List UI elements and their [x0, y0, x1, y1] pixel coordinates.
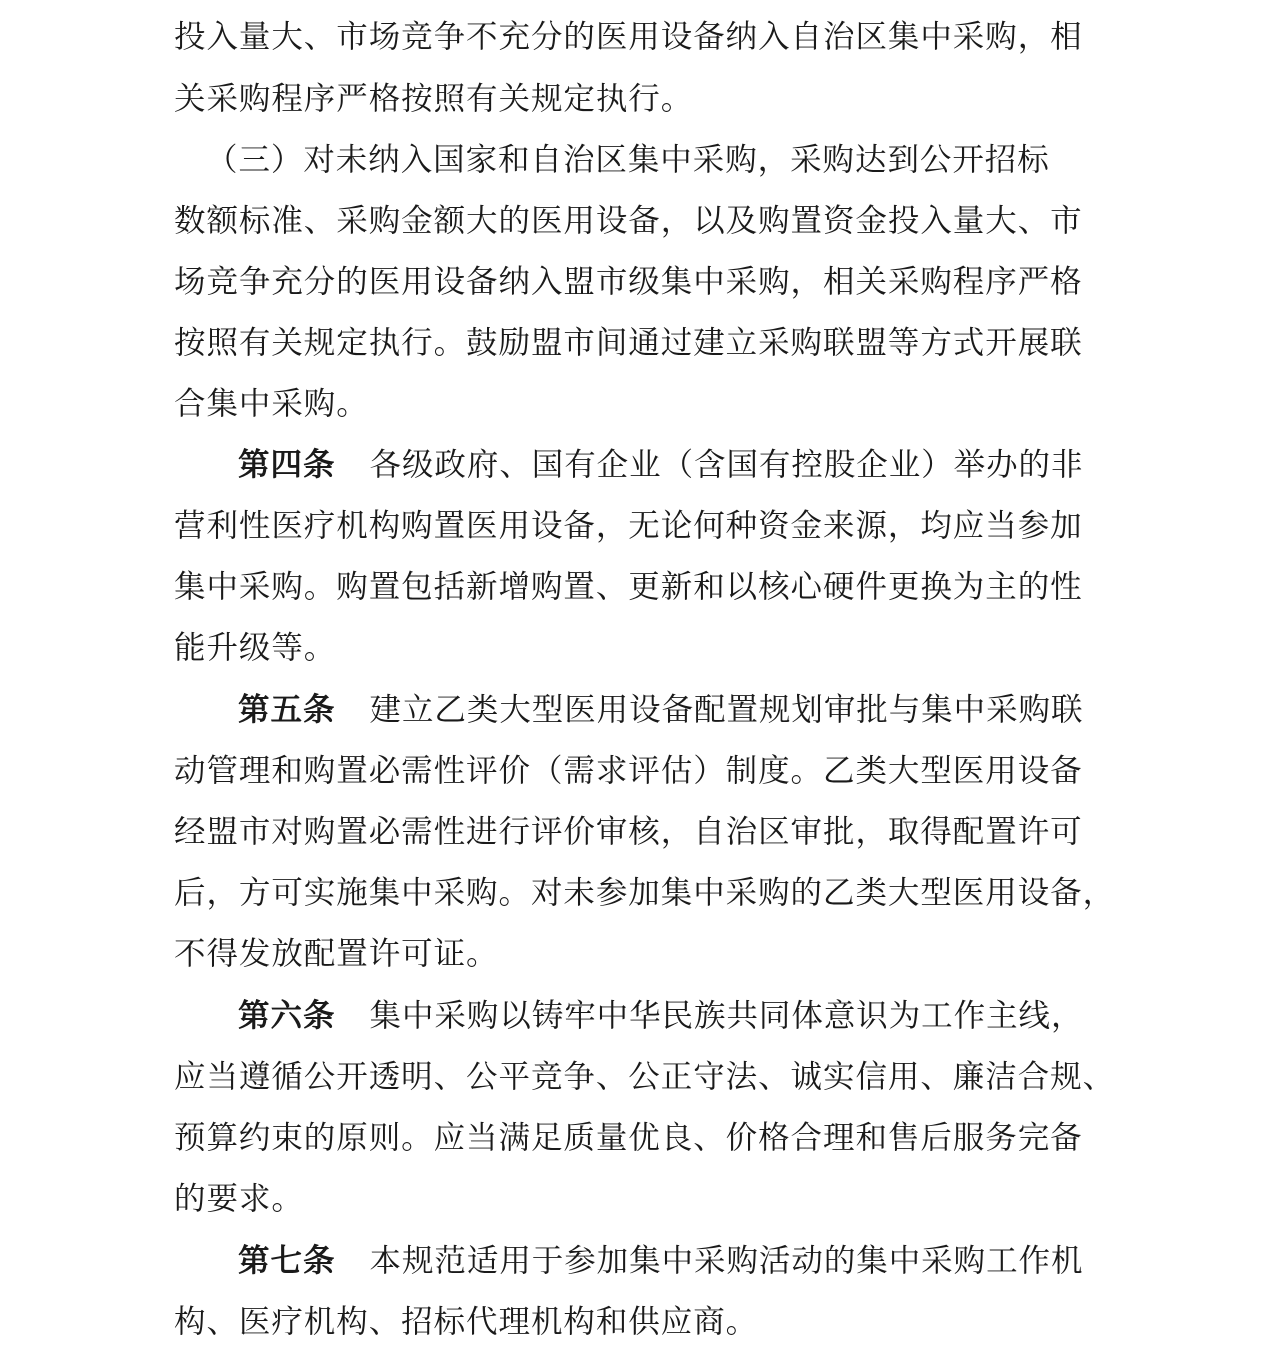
line-text: 预算约束的原则。应当满足质量优良、价格合理和售后服务完备 [174, 1120, 1083, 1156]
paragraph-line [206, 140, 1156, 180]
article-heading: 第六条 [238, 998, 336, 1034]
line-text: 的要求。 [174, 1181, 304, 1217]
article-heading: 第七条 [238, 1243, 336, 1279]
paragraph-line [174, 1118, 1124, 1158]
line-text: 关采购程序严格按照有关规定执行。 [174, 81, 694, 117]
article-heading: 第五条 [238, 692, 336, 728]
line-text: 合集中采购。 [174, 386, 369, 422]
paragraph-line [174, 201, 1124, 241]
line-text: 建立乙类大型医用设备配置规划审批与集中采购联 [369, 692, 1084, 728]
line-text: 集中采购。购置包括新增购置、更新和以核心硬件更换为主的性 [174, 569, 1083, 605]
article-first-line [238, 1241, 1188, 1281]
paragraph-line [174, 1302, 1124, 1342]
paragraph-line [174, 873, 1124, 913]
paragraph-line [174, 812, 1124, 852]
line-text: 后，方可实施集中采购。对未参加集中采购的乙类大型医用设备， [174, 875, 1116, 911]
line-text: 场竞争充分的医用设备纳入盟市级集中采购，相关采购程序严格 [174, 264, 1083, 300]
paragraph-line [174, 323, 1124, 363]
line-text: 各级政府、国有企业（含国有控股企业）举办的非 [369, 447, 1084, 483]
paragraph-line [174, 17, 1124, 57]
line-text: 不得发放配置许可证。 [174, 936, 499, 972]
line-text: 能升级等。 [174, 630, 337, 666]
article-first-line [238, 996, 1188, 1036]
line-text: 按照有关规定执行。鼓励盟市间通过建立采购联盟等方式开展联 [174, 325, 1083, 361]
line-text: 数额标准、采购金额大的医用设备，以及购置资金投入量大、市 [174, 203, 1083, 239]
paragraph-line [174, 384, 1124, 424]
paragraph-line [174, 262, 1124, 302]
line-text: （三）对未纳入国家和自治区集中采购，采购达到公开招标 [206, 142, 1050, 178]
paragraph-line [174, 628, 1124, 668]
article-first-line [238, 445, 1188, 485]
line-text: 构、医疗机构、招标代理机构和供应商。 [174, 1304, 759, 1340]
article-first-line [238, 690, 1188, 730]
paragraph-line [174, 79, 1124, 119]
line-text: 营利性医疗机构购置医用设备，无论何种资金来源，均应当参加 [174, 508, 1083, 544]
line-text: 投入量大、市场竞争不充分的医用设备纳入自治区集中采购，相 [174, 19, 1083, 55]
paragraph-line [174, 1057, 1124, 1097]
line-text: 动管理和购置必需性评价（需求评估）制度。乙类大型医用设备 [174, 753, 1083, 789]
paragraph-line [174, 934, 1124, 974]
line-text: 本规范适用于参加集中采购活动的集中采购工作机 [369, 1243, 1084, 1279]
article-heading: 第四条 [238, 447, 336, 483]
paragraph-line [174, 567, 1124, 607]
line-text: 经盟市对购置必需性进行评价审核，自治区审批，取得配置许可 [174, 814, 1083, 850]
paragraph-line [174, 506, 1124, 546]
line-text: 应当遵循公开透明、公平竞争、公正守法、诚实信用、廉洁合规、 [174, 1059, 1116, 1095]
paragraph-line [174, 1179, 1124, 1219]
line-text: 集中采购以铸牢中华民族共同体意识为工作主线， [369, 998, 1084, 1034]
paragraph-line [174, 751, 1124, 791]
